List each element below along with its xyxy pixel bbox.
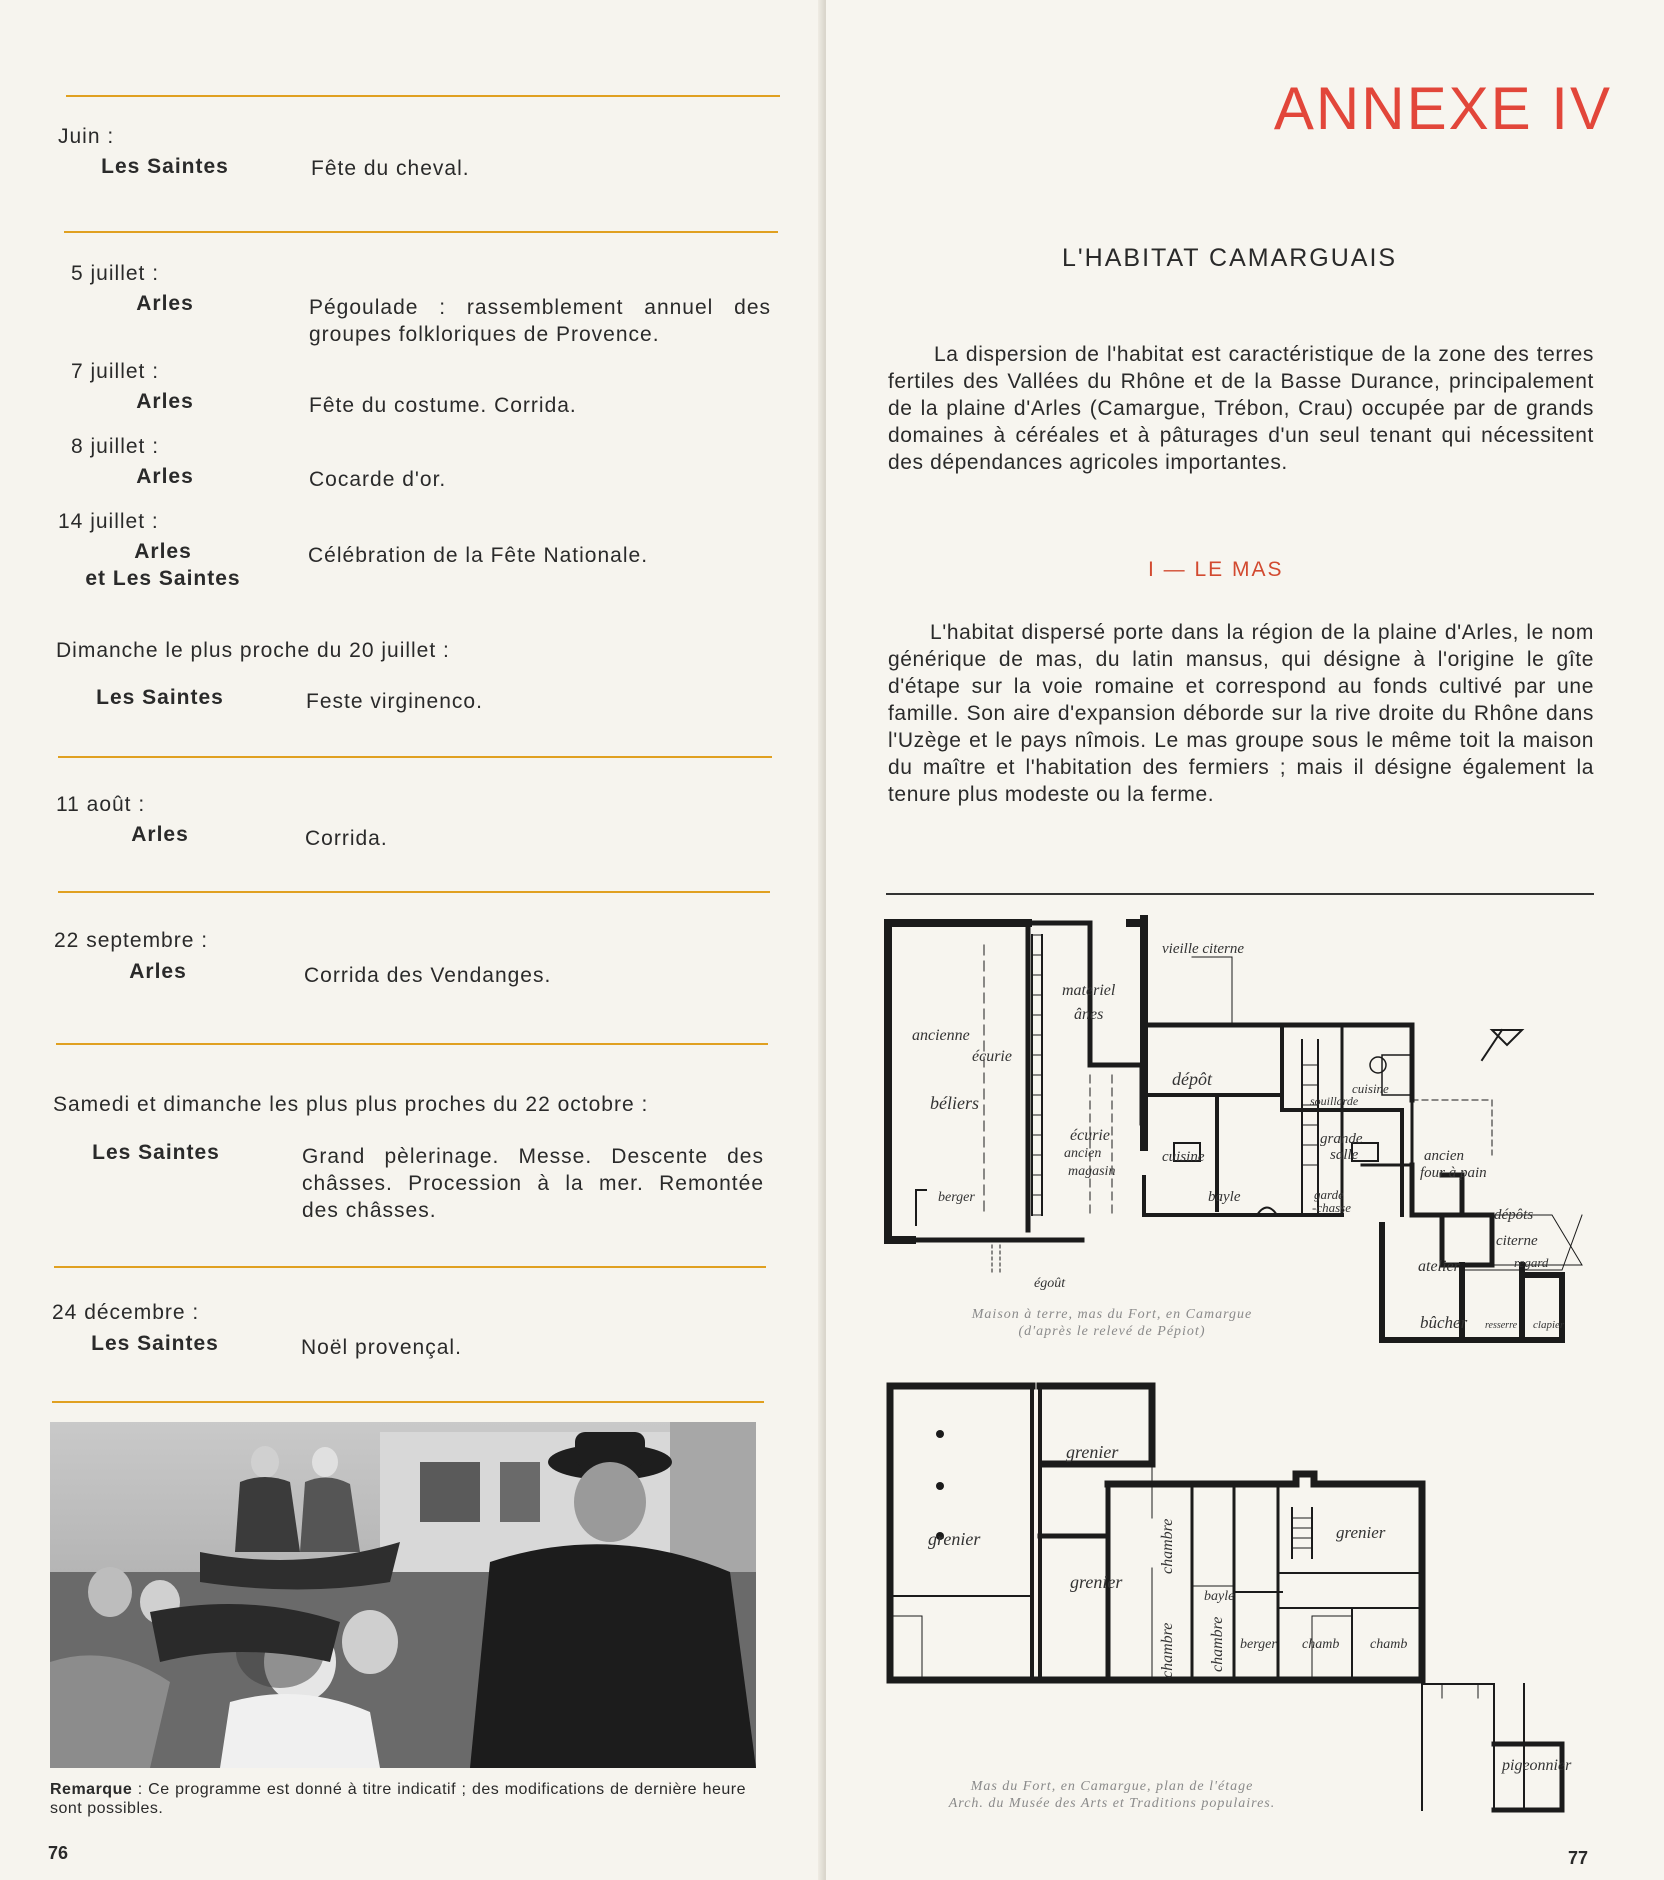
plan1-berger: berger xyxy=(938,1190,975,1205)
entry-date: 8 juillet : xyxy=(71,435,160,458)
page-number: 76 xyxy=(48,1843,69,1863)
entry-place: Arles xyxy=(136,465,194,488)
plan1-garde: garde xyxy=(1314,1187,1344,1202)
plan1-bayle: bayle xyxy=(1208,1189,1241,1205)
plan2-chambre: chambre xyxy=(1159,1518,1176,1574)
plan1-depot: dépôt xyxy=(1172,1069,1212,1089)
remark-label: Remarque xyxy=(50,1781,133,1798)
entry-place-line2: et Les Saintes xyxy=(85,567,241,590)
plan1-caption xyxy=(882,1306,1342,1340)
plan2-chamb: chamb xyxy=(1370,1637,1408,1652)
plan2-grenier: grenier xyxy=(1070,1572,1123,1592)
entry-event: Corrida. xyxy=(305,827,388,850)
plan1-cuisine: cuisine xyxy=(1162,1149,1205,1165)
plan1-magasin: magasin xyxy=(1068,1164,1116,1179)
plan1-resserre: resserre xyxy=(1485,1320,1518,1331)
plan1-caption-line1: Maison à terre, mas du Fort, en Camargue xyxy=(971,1307,1253,1322)
entry-event: Cocarde d'or. xyxy=(309,468,447,491)
plan1-grande: grande xyxy=(1320,1131,1363,1147)
entry-date: 22 septembre : xyxy=(54,929,209,952)
entry-event: Feste virginenco. xyxy=(306,690,483,713)
entry-place: Les Saintes xyxy=(96,686,224,709)
separator-line xyxy=(886,893,1594,895)
page-title: L'HABITAT CAMARGUAIS xyxy=(1062,244,1398,272)
plan2-caption-line2: Arch. du Musée des Arts et Traditions populaires. xyxy=(948,1796,1276,1811)
ground-floor-plan xyxy=(882,915,1604,1355)
entry-event: Pégoulade : rassemblement annuel des groupes folkloriques de Provence. xyxy=(309,296,771,346)
plan1-souillarde: souillarde xyxy=(1310,1094,1359,1108)
plan1-beliers: béliers xyxy=(930,1093,979,1113)
entry-date: 7 juillet : xyxy=(71,360,160,383)
divider xyxy=(52,1401,764,1403)
pillar-dot xyxy=(936,1482,944,1490)
pillar-dot xyxy=(936,1430,944,1438)
plan1-ecurie2: écurie xyxy=(1070,1127,1110,1144)
plan1-citerne: citerne xyxy=(1496,1233,1538,1249)
divider xyxy=(64,231,778,233)
plan1-ancienne: ancienne xyxy=(912,1027,970,1044)
plan2-grenier: grenier xyxy=(1066,1442,1119,1462)
entry-event: Fête du costume. Corrida. xyxy=(309,394,577,417)
divider xyxy=(56,1043,768,1045)
entry-date: 11 août : xyxy=(56,793,146,816)
entry-event: Corrida des Vendanges. xyxy=(304,964,552,987)
entry-date: 14 juillet : xyxy=(58,510,159,533)
entry-event: Noël provençal. xyxy=(301,1336,462,1359)
divider xyxy=(58,756,772,758)
plan1-depots: dépôts xyxy=(1494,1207,1534,1223)
plan1-ancien-four: ancien xyxy=(1424,1148,1464,1164)
entry-place: Arles xyxy=(136,292,194,315)
divider xyxy=(54,1266,766,1268)
entry-place: Arles xyxy=(131,823,189,846)
plan2-pigeonnier: pigeonnier xyxy=(1502,1757,1572,1774)
section-title: I — LE MAS xyxy=(1148,558,1284,581)
remark-text: : Ce programme est donné à titre indicatif ; des modifications de dernière heure sont possibles. xyxy=(50,1781,746,1817)
upper-floor-plan xyxy=(882,1378,1604,1834)
plan2-bayle: bayle xyxy=(1204,1589,1235,1604)
entry-place: Les Saintes xyxy=(92,1141,220,1164)
annexe-title: ANNEXE IV xyxy=(1273,75,1612,142)
entry-place: Arles xyxy=(134,540,192,563)
divider xyxy=(58,891,770,893)
plan2-chambre: chambre xyxy=(1159,1622,1176,1678)
intro-paragraph: La dispersion de l'habitat est caractéristique de la zone des terres fertiles des Vallées du Rhône et de la Basse Durance, principalement de la plaine d'Arles (Camargue, Trébon, Crau) occupée par de grands domaines à céréales et à pâturages d'un seul tenant qui nécessitent des dépendances agricoles importantes. xyxy=(888,343,1594,474)
plan1-ancien: ancien xyxy=(1064,1146,1102,1161)
entry-place: Les Saintes xyxy=(91,1332,219,1355)
plan1-vieille-citerne: vieille citerne xyxy=(1162,941,1245,957)
plan2-chambre: chambre xyxy=(1209,1616,1226,1672)
entry-date: 5 juillet : xyxy=(71,262,160,285)
remark xyxy=(50,1780,746,1818)
plan1-four-a-pain: four à pain xyxy=(1420,1165,1487,1181)
entry-place: Arles xyxy=(136,390,194,413)
entry-date: 24 décembre : xyxy=(52,1301,200,1324)
plan1-atelier: atelier xyxy=(1418,1258,1460,1275)
plan1-anes: ânes xyxy=(1074,1006,1104,1023)
plan2-chamb: chamb xyxy=(1302,1637,1340,1652)
plan1-ecurie: écurie xyxy=(972,1048,1012,1065)
entry-date: Samedi et dimanche les plus plus proches du 22 octobre : xyxy=(53,1093,649,1116)
plan1-chasse: -chasse xyxy=(1312,1200,1351,1215)
entry-place: Arles xyxy=(129,960,187,983)
plan1-cuisine-top: cuisine xyxy=(1352,1081,1389,1096)
entry-date: Dimanche le plus proche du 20 juillet : xyxy=(56,639,450,662)
plan2-caption xyxy=(882,1778,1342,1812)
plan2-berger: berger xyxy=(1240,1637,1277,1652)
plan2-grenier: grenier xyxy=(1336,1523,1386,1542)
procession-photo xyxy=(50,1422,756,1768)
entry-event: Grand pèlerinage. Messe. Descente des châsses. Procession à la mer. Remontée des châsses. xyxy=(302,1145,764,1222)
page-number: 77 xyxy=(1568,1848,1589,1868)
plan1-egout: égoût xyxy=(1034,1276,1066,1291)
plan2-grenier: grenier xyxy=(928,1529,981,1549)
entry-event: Fête du cheval. xyxy=(311,157,470,180)
plan1-regard: regard xyxy=(1514,1255,1549,1270)
left-page xyxy=(0,0,826,1880)
entry-date: Juin : xyxy=(58,125,115,148)
plan1-materiel: materiel xyxy=(1062,982,1116,999)
plan1-salle: salle xyxy=(1330,1147,1359,1163)
divider xyxy=(66,95,780,97)
section-paragraph: L'habitat dispersé porte dans la région de la plaine d'Arles, le nom générique de mas, du latin mansus, qui désigne à l'origine le gîte d'étape sur la voie romaine et correspond au fonds cultivé par une famille. Son aire d'expansion déborde sur la rive droite du Rhône dans l'Uzège et le pays nîmois. Le mas groupe sous le même toit la maison du maître et l'habitation des fermiers ; mais il désigne également la tenure plus modeste ou la ferme. xyxy=(888,621,1594,806)
plan1-clapier: clapier xyxy=(1533,1319,1565,1331)
entry-event: Célébration de la Fête Nationale. xyxy=(308,544,649,567)
plan1-bucher: bûcher xyxy=(1420,1313,1468,1332)
entry-place: Les Saintes xyxy=(101,155,229,178)
plan2-caption-line1: Mas du Fort, en Camargue, plan de l'étage xyxy=(970,1779,1254,1794)
plan1-caption-line2: (d'après le relevé de Pépiot) xyxy=(1018,1324,1206,1339)
